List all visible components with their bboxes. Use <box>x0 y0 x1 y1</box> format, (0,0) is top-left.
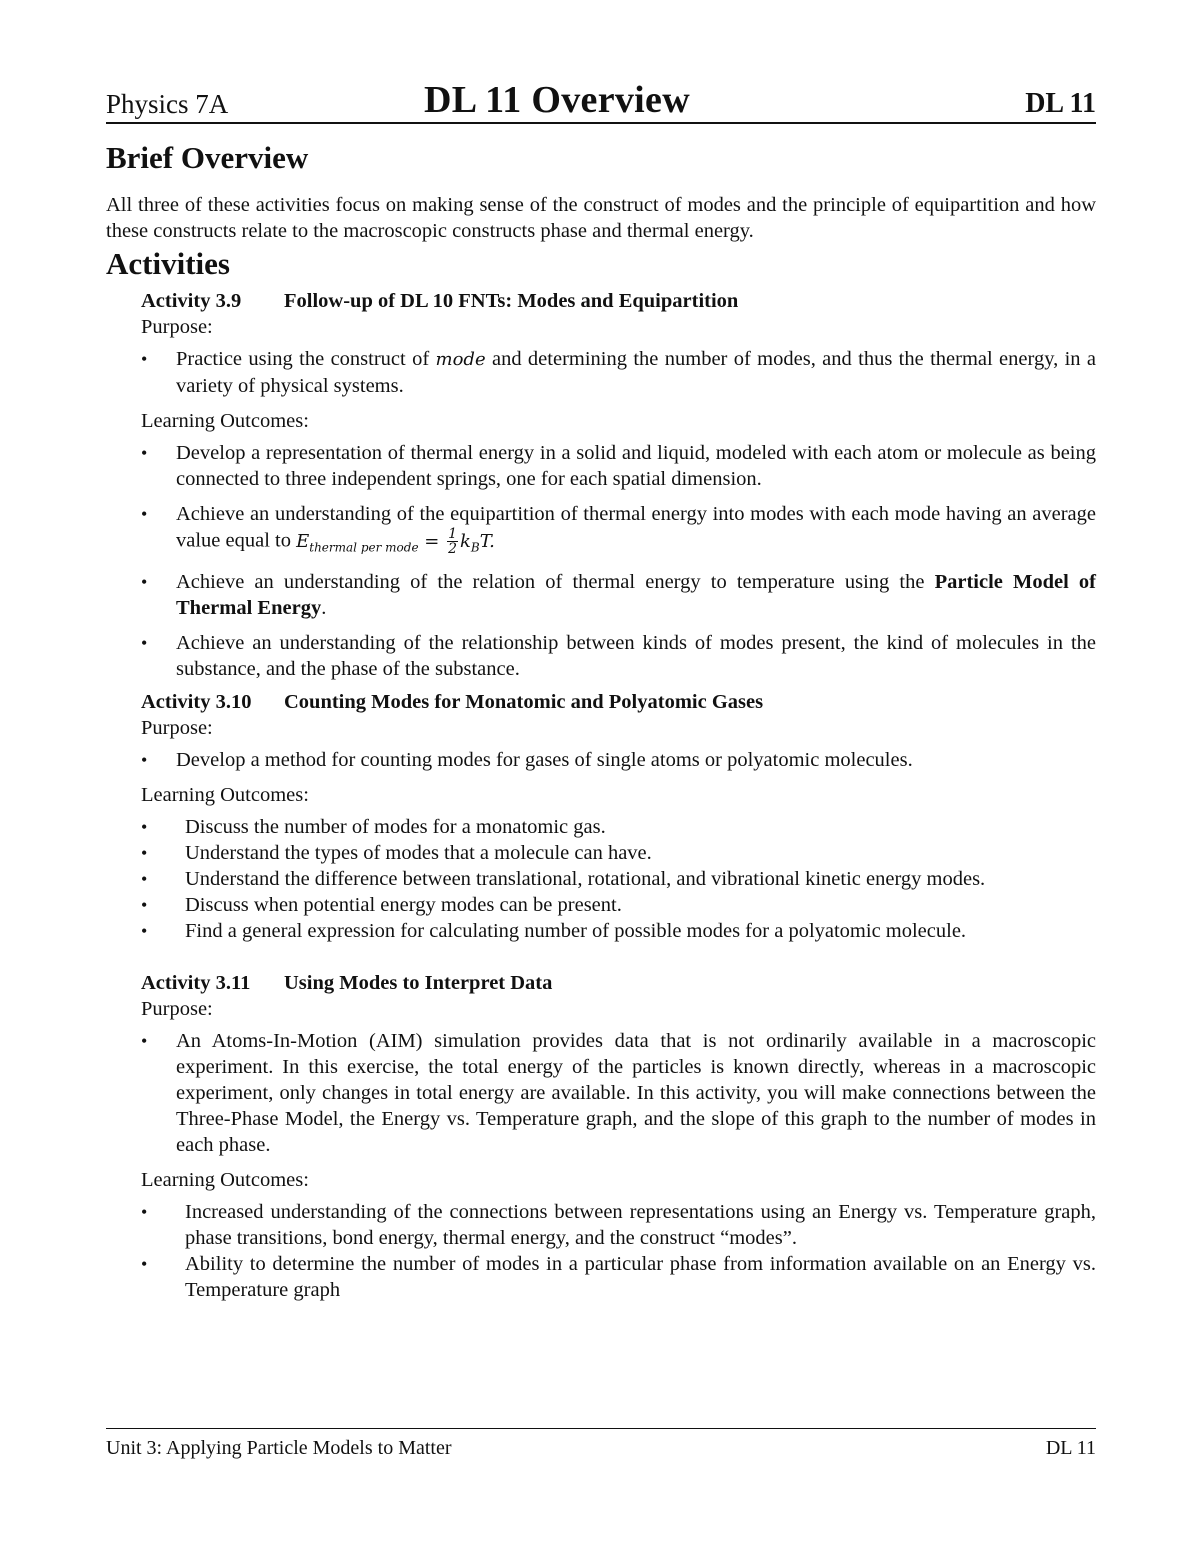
list-item: • Discuss when potential energy modes can be present. <box>141 892 1096 918</box>
outcomes-list <box>141 1199 1096 1303</box>
list-item: • An Atoms-In-Motion (AIM) simulation provides data that is not ordinarily available in a macroscopic experiment. In this exercise, the total energy of the particles is known directly, whereas in a macroscopic experiment, only changes in total energy are available. In this activity, you will make connections between the Three-Phase Model, the Energy vs. Temperature graph, and the slope of this graph to the number of modes in each phase. <box>141 1028 1096 1158</box>
list-item: • Understand the types of modes that a molecule can have. <box>141 840 1096 866</box>
activity-3-11-title <box>141 970 1096 996</box>
activity-3-10-title <box>141 689 1096 715</box>
outcomes-label: Learning Outcomes: <box>141 410 309 432</box>
purpose-label: Purpose: <box>141 316 213 338</box>
emphasis-mode: mode <box>435 349 486 370</box>
outcomes-list <box>141 814 1096 944</box>
outcomes-list <box>141 440 1096 682</box>
page-title: DL 11 Overview <box>424 79 690 121</box>
purpose-list <box>141 747 1096 773</box>
activity-name: Counting Modes for Monatomic and Polyatomic Gases <box>284 691 764 714</box>
list-item: • Achieve an understanding of the relation of thermal energy to temperature using the Particle Model of Thermal Energy. <box>141 569 1096 621</box>
fraction: $\frac{1}{2}$ <box>448 526 457 557</box>
list-item: • Develop a method for counting modes for gases of single atoms or polyatomic molecules. <box>141 747 1096 773</box>
list-item: • Ability to determine the number of modes in a particular phase from information available on an Energy vs. Temperature graph <box>141 1251 1096 1303</box>
list-item: • Achieve an understanding of the equipartition of thermal energy into modes with each mode having an average value equal to $E_{thermal per mode}$ = $\frac{1}{2}$ $k_BT$. <box>141 501 1096 560</box>
activity-name: Using Modes to Interpret Data <box>284 972 553 995</box>
activity-name: Follow-up of DL 10 FNTs: Modes and Equipartition <box>284 290 739 312</box>
list-item: • Achieve an understanding of the relationship between kinds of modes present, the kind of molecules in the substance, and the phase of the substance. <box>141 630 1096 682</box>
activity-title <box>141 288 1096 314</box>
purpose-list <box>141 346 1096 399</box>
footer-unit: Unit 3: Applying Particle Models to Matter <box>106 1437 452 1459</box>
outcomes-label: Learning Outcomes: <box>141 784 309 807</box>
header-doc-id: DL 11 <box>1025 88 1096 119</box>
brief-overview-text: All three of these activities focus on making sense of the construct of modes and the principle of equipartition and how these constructs relate to the macroscopic constructs phase and thermal energy. <box>106 194 1096 242</box>
page-header <box>106 78 1096 124</box>
list-item: • Understand the difference between translational, rotational, and vibrational kinetic energy modes. <box>141 866 1096 892</box>
document-body <box>106 138 1096 1311</box>
activity-3-9 <box>141 288 1096 1303</box>
list-item: • Find a general expression for calculating number of possible modes for a polyatomic molecule. <box>141 918 1096 944</box>
activity-number: Activity 3.11 <box>141 972 251 995</box>
footer-doc-id: DL 11 <box>1045 1437 1096 1459</box>
list-item: • Practice using the construct of mode and determining the number of modes, and thus the thermal energy, in a variety of physical systems. <box>141 346 1096 399</box>
course-name: Physics 7A <box>106 89 229 119</box>
brief-overview-heading: Brief Overview <box>106 140 309 175</box>
activities-heading: Activities <box>106 246 230 281</box>
purpose-label: Purpose: <box>141 998 213 1021</box>
page-footer <box>106 1428 1096 1465</box>
activity-number: Activity 3.9 <box>141 290 242 312</box>
outcomes-label: Learning Outcomes: <box>141 1169 309 1192</box>
activity-number: Activity 3.10 <box>141 691 252 714</box>
purpose-label: Purpose: <box>141 717 213 740</box>
list-item: • Develop a representation of thermal energy in a solid and liquid, modeled with each atom or molecule as being connected to three independent springs, one for each spatial dimension. <box>141 440 1096 492</box>
list-item: • Increased understanding of the connections between representations using an Energy vs. Temperature graph, phase transitions, bond energy, thermal energy, and the construct “modes”. <box>141 1199 1096 1251</box>
equation: $E_{thermal per mode}$ = $\frac{1}{2}$ $k_BT$. <box>296 526 495 557</box>
list-item: • Discuss the number of modes for a monatomic gas. <box>141 814 1096 840</box>
purpose-list <box>141 1028 1096 1158</box>
